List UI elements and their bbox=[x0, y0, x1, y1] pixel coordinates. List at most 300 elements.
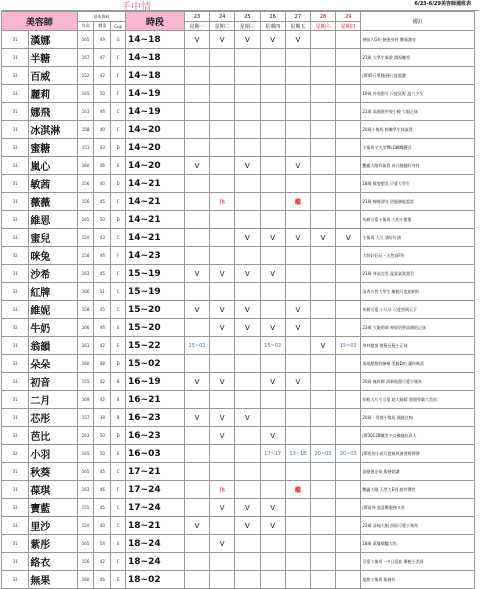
row-cup: C bbox=[111, 229, 126, 247]
column-header-note: 備註 bbox=[361, 12, 475, 31]
row-day-cell bbox=[210, 175, 235, 193]
row-day-cell bbox=[310, 463, 335, 481]
row-day-cell bbox=[210, 121, 235, 139]
row-day-cell: V bbox=[235, 517, 260, 535]
row-note: 大奶好好玩・天然真F奶 bbox=[361, 247, 475, 265]
row-slot: 14~21 bbox=[126, 211, 185, 229]
row-day-cell bbox=[184, 355, 209, 373]
row-day-cell bbox=[285, 247, 310, 265]
row-day-cell: 13~18 bbox=[285, 445, 310, 463]
row-cup: D bbox=[111, 139, 126, 157]
row-height: 158 bbox=[77, 301, 94, 319]
table-row bbox=[2, 427, 475, 445]
row-weight: 46 bbox=[94, 571, 111, 589]
row-note: J罩級的小殺尺度極致會要喔傳傳 bbox=[361, 445, 475, 463]
row-day-cell bbox=[260, 409, 285, 427]
row-day-cell: V bbox=[260, 319, 285, 337]
row-number: 32 bbox=[2, 319, 29, 337]
row-day-cell bbox=[310, 283, 335, 301]
row-note: 清純甜甜的臉頰 美腿D奶 讓你喚喜 bbox=[361, 355, 475, 373]
row-note: 可愛小隻馬・中日混血 療癒小美眉 bbox=[361, 553, 475, 571]
row-day-cell bbox=[184, 571, 209, 589]
row-day-cell: V bbox=[210, 301, 235, 319]
row-day-cell bbox=[235, 445, 260, 463]
row-slot: 14~18 bbox=[126, 67, 185, 85]
row-day-cell bbox=[285, 49, 310, 67]
row-day-cell bbox=[336, 499, 361, 517]
row-day-cell bbox=[336, 85, 361, 103]
row-day-cell: V bbox=[310, 337, 335, 355]
row-height: 151 bbox=[77, 139, 94, 157]
row-slot: 18~24 bbox=[126, 535, 185, 553]
row-slot: 14~21 bbox=[126, 229, 185, 247]
row-day-cell bbox=[336, 481, 361, 499]
table-row bbox=[2, 175, 475, 193]
row-day-cell bbox=[235, 373, 260, 391]
row-day-cell: V bbox=[336, 229, 361, 247]
row-day-cell bbox=[235, 193, 260, 211]
row-slot: 16~21 bbox=[126, 391, 185, 409]
table-row bbox=[2, 139, 475, 157]
row-day-cell: V bbox=[210, 319, 235, 337]
row-weight: 42 bbox=[94, 337, 111, 355]
row-slot: 14~20 bbox=[126, 139, 185, 157]
row-slot: 18~24 bbox=[126, 553, 185, 571]
row-name: 沙希 bbox=[29, 265, 77, 283]
row-cup: D bbox=[111, 427, 126, 445]
table-row bbox=[2, 211, 475, 229]
row-name: 百威 bbox=[29, 67, 77, 85]
row-day-cell bbox=[285, 409, 310, 427]
period-title: 6/23-6/29美容師週班表 bbox=[414, 1, 471, 7]
row-name: 紅牌 bbox=[29, 283, 77, 301]
row-slot: 14~19 bbox=[126, 103, 185, 121]
row-day-cell: 15~02 bbox=[336, 337, 361, 355]
row-day-cell: V bbox=[210, 535, 235, 553]
row-number: 31 bbox=[2, 337, 29, 355]
row-height: 157 bbox=[77, 409, 94, 427]
row-day-cell bbox=[310, 535, 335, 553]
row-name: 芯彤 bbox=[29, 409, 77, 427]
row-weight: 40 bbox=[94, 175, 111, 193]
row-day-cell bbox=[310, 49, 335, 67]
row-day-cell bbox=[260, 301, 285, 319]
row-day-cell bbox=[336, 535, 361, 553]
row-slot: 15~02 bbox=[126, 355, 185, 373]
row-note: 18歲 萬雙嬌豔大奶 bbox=[361, 535, 475, 553]
row-number: 31 bbox=[2, 229, 29, 247]
row-number: 31 bbox=[2, 103, 29, 121]
row-day-cell bbox=[210, 355, 235, 373]
row-note: 神級大G奶 臉蛋身材 數量激亮 bbox=[361, 31, 475, 49]
row-day-cell bbox=[310, 247, 335, 265]
row-cup: C bbox=[111, 265, 126, 283]
table-row bbox=[2, 283, 475, 301]
row-day-cell bbox=[310, 121, 335, 139]
row-day-cell bbox=[260, 391, 285, 409]
row-cup: C bbox=[111, 49, 126, 67]
row-day-cell bbox=[184, 211, 209, 229]
row-name: 紫彤 bbox=[29, 535, 77, 553]
row-day-cell: V bbox=[235, 157, 260, 175]
row-day-cell bbox=[336, 31, 361, 49]
row-day-cell bbox=[336, 121, 361, 139]
row-day-cell bbox=[235, 67, 260, 85]
row-name: 小羽 bbox=[29, 445, 77, 463]
row-day-cell bbox=[184, 139, 209, 157]
row-slot: 14~21 bbox=[126, 193, 185, 211]
row-day-cell bbox=[260, 553, 285, 571]
row-day-cell bbox=[336, 571, 361, 589]
row-weight: 46 bbox=[94, 247, 111, 265]
row-day-cell: V bbox=[285, 31, 310, 49]
row-height: 156 bbox=[77, 175, 94, 193]
row-day-cell bbox=[285, 211, 310, 229]
row-day-cell: V bbox=[285, 319, 310, 337]
row-day-cell bbox=[285, 553, 310, 571]
row-day-cell bbox=[336, 373, 361, 391]
table-row bbox=[2, 535, 475, 553]
row-weight: 50 bbox=[94, 85, 111, 103]
row-cup: E bbox=[111, 571, 126, 589]
row-day-cell bbox=[260, 283, 285, 301]
column-header-date: 25 bbox=[235, 12, 260, 22]
row-height: 166 bbox=[77, 283, 94, 301]
row-day-cell bbox=[210, 139, 235, 157]
row-height: 152 bbox=[77, 67, 94, 85]
row-name: 朵朵 bbox=[29, 355, 77, 373]
row-day-cell: V bbox=[235, 319, 260, 337]
row-cup: F bbox=[111, 247, 126, 265]
column-header-weekday: 星期六 bbox=[310, 22, 335, 31]
row-number: 31 bbox=[2, 391, 29, 409]
header-row-dates bbox=[2, 12, 475, 22]
row-height: 165 bbox=[77, 211, 94, 229]
row-day-cell bbox=[235, 481, 260, 499]
row-slot: 14~21 bbox=[126, 175, 185, 193]
row-day-cell bbox=[260, 49, 285, 67]
row-day-cell: V bbox=[184, 301, 209, 319]
row-note: 19歲 外表甜可 尺度狂野 溫穴少女 bbox=[361, 85, 475, 103]
row-day-cell bbox=[184, 67, 209, 85]
row-day-cell bbox=[210, 103, 235, 121]
row-cup: E bbox=[111, 319, 126, 337]
row-day-cell bbox=[285, 571, 310, 589]
row-height: 167 bbox=[77, 49, 94, 67]
column-header-weekday: 星期二 bbox=[210, 22, 235, 31]
row-day-cell bbox=[260, 85, 285, 103]
row-day-cell bbox=[260, 355, 285, 373]
row-day-cell: V bbox=[210, 31, 235, 49]
row-day-cell bbox=[285, 283, 310, 301]
row-height: 158 bbox=[77, 121, 94, 139]
row-day-cell bbox=[184, 283, 209, 301]
title-bar bbox=[1, 0, 479, 11]
row-weight: 51 bbox=[94, 283, 111, 301]
row-name: 敏茜 bbox=[29, 175, 77, 193]
row-day-cell bbox=[235, 463, 260, 481]
row-day-cell: 休 bbox=[210, 481, 235, 499]
row-day-cell bbox=[310, 319, 335, 337]
row-day-cell bbox=[184, 193, 209, 211]
row-day-cell bbox=[210, 229, 235, 247]
row-slot: 14~23 bbox=[126, 247, 185, 265]
row-slot: 14~20 bbox=[126, 121, 185, 139]
row-day-cell bbox=[210, 67, 235, 85]
row-day-cell bbox=[235, 247, 260, 265]
table-row bbox=[2, 49, 475, 67]
row-cup: D bbox=[111, 355, 126, 373]
row-day-cell bbox=[310, 481, 335, 499]
row-day-cell: V bbox=[260, 265, 285, 283]
column-header-basic: 基本資料 bbox=[77, 12, 125, 22]
row-day-cell bbox=[235, 355, 260, 373]
row-cup: E bbox=[111, 337, 126, 355]
row-day-cell bbox=[336, 265, 361, 283]
row-number: 31 bbox=[2, 283, 29, 301]
row-day-cell bbox=[260, 247, 285, 265]
row-note: 21歲 高顏值外貌小模 大眼正妹 bbox=[361, 103, 475, 121]
row-day-cell bbox=[184, 49, 209, 67]
row-name: 漢娜 bbox=[29, 31, 77, 49]
column-header-weekday: 星期三 bbox=[235, 22, 260, 31]
row-note: 小隻馬 大尺 誘好好誘 bbox=[361, 229, 475, 247]
row-height: 165 bbox=[77, 445, 94, 463]
table-row bbox=[2, 319, 475, 337]
row-weight: 42 bbox=[94, 553, 111, 571]
row-day-cell bbox=[336, 319, 361, 337]
row-day-cell: V bbox=[260, 229, 285, 247]
row-day-cell bbox=[260, 157, 285, 175]
row-cup: F bbox=[111, 67, 126, 85]
row-note: 艷麗大眼有氣質 前凸後翹好身材 bbox=[361, 157, 475, 175]
row-slot: 18~02 bbox=[126, 571, 185, 589]
column-header-weekday: 星期一 bbox=[184, 22, 209, 31]
row-day-cell bbox=[235, 139, 260, 157]
row-name: 冰淇淋 bbox=[29, 121, 77, 139]
row-day-cell bbox=[336, 247, 361, 265]
row-number: 31 bbox=[2, 409, 29, 427]
row-slot: 15~20 bbox=[126, 319, 185, 337]
row-day-cell bbox=[310, 499, 335, 517]
row-note: 20歲小隻馬 粉嫩學生妹氣質 bbox=[361, 121, 475, 139]
row-day-cell bbox=[235, 121, 260, 139]
row-number: 31 bbox=[2, 121, 29, 139]
row-day-cell: 17~17 bbox=[260, 445, 285, 463]
row-weight: 45 bbox=[94, 499, 111, 517]
column-header-date: 23 bbox=[184, 12, 209, 22]
row-day-cell bbox=[336, 175, 361, 193]
row-day-cell bbox=[235, 427, 260, 445]
row-number: 31 bbox=[2, 373, 29, 391]
row-day-cell bbox=[184, 535, 209, 553]
row-day-cell bbox=[285, 463, 310, 481]
row-note: 21歲 線條漂亮 奶服務能說話 bbox=[361, 193, 475, 211]
column-header-height: 身高 bbox=[77, 22, 94, 31]
row-cup: C bbox=[111, 121, 126, 139]
column-header-cup: Cup bbox=[111, 22, 126, 31]
row-slot: 16~23 bbox=[126, 427, 185, 445]
row-note: 超甜小隻馬 服務好 bbox=[361, 571, 475, 589]
row-name: 秋葵 bbox=[29, 463, 77, 481]
row-day-cell bbox=[310, 67, 335, 85]
row-number: 31 bbox=[2, 517, 29, 535]
row-note: 22歲 清純大眼 頂級可愛小隻馬 bbox=[361, 517, 475, 535]
row-day-cell bbox=[184, 85, 209, 103]
row-weight: 45 bbox=[94, 463, 111, 481]
row-number: 31 bbox=[2, 463, 29, 481]
row-day-cell bbox=[310, 571, 335, 589]
row-name: 蜜糖 bbox=[29, 139, 77, 157]
row-name: 芭比 bbox=[29, 427, 77, 445]
column-header-name: 美容師 bbox=[2, 12, 78, 31]
row-number: 31 bbox=[2, 481, 29, 499]
row-height: 165 bbox=[77, 85, 94, 103]
row-cup: B bbox=[111, 409, 126, 427]
row-day-cell bbox=[184, 463, 209, 481]
row-height: 165 bbox=[77, 31, 94, 49]
row-name: 絡衣 bbox=[29, 553, 77, 571]
row-number: 31 bbox=[2, 175, 29, 193]
row-day-cell bbox=[184, 229, 209, 247]
row-note: 艷麗大眼 天然大E奶 超有彈性 bbox=[361, 481, 475, 499]
row-name: 葆琪 bbox=[29, 481, 77, 499]
row-height: 161 bbox=[77, 337, 94, 355]
row-day-cell bbox=[260, 103, 285, 121]
row-day-cell: V bbox=[184, 517, 209, 535]
row-name: 初音 bbox=[29, 373, 77, 391]
row-day-cell bbox=[210, 571, 235, 589]
row-day-cell: V bbox=[235, 499, 260, 517]
row-cup: C bbox=[111, 103, 126, 121]
row-weight: 45 bbox=[94, 301, 111, 319]
column-header-weight: 體重 bbox=[94, 22, 111, 31]
weekly-schedule-table bbox=[1, 11, 475, 589]
row-slot: 15~20 bbox=[126, 301, 185, 319]
column-header-date: 28 bbox=[310, 12, 335, 22]
row-slot: 16~19 bbox=[126, 373, 185, 391]
row-note: 身材超頂 捲髮長髮小正妹 bbox=[361, 337, 475, 355]
row-weight: 46 bbox=[94, 319, 111, 337]
row-day-cell bbox=[184, 445, 209, 463]
row-day-cell bbox=[210, 445, 235, 463]
column-header-weekday: 星期日 bbox=[336, 22, 361, 31]
row-number: 31 bbox=[2, 265, 29, 283]
row-day-cell: 15~02 bbox=[184, 337, 209, 355]
row-day-cell: V bbox=[235, 229, 260, 247]
row-weight: 50 bbox=[94, 427, 111, 445]
row-day-cell bbox=[184, 247, 209, 265]
table-row bbox=[2, 409, 475, 427]
row-slot: 14~18 bbox=[126, 49, 185, 67]
row-day-cell bbox=[310, 175, 335, 193]
row-day-cell: V bbox=[260, 499, 285, 517]
row-height: 158 bbox=[77, 247, 94, 265]
row-day-cell: V bbox=[210, 373, 235, 391]
table-row bbox=[2, 355, 475, 373]
row-name: 麗莉 bbox=[29, 85, 77, 103]
row-number: 31 bbox=[2, 139, 29, 157]
row-day-cell bbox=[310, 301, 335, 319]
row-day-cell bbox=[285, 499, 310, 517]
row-weight: 46 bbox=[94, 103, 111, 121]
row-day-cell: V bbox=[184, 373, 209, 391]
row-day-cell: V bbox=[260, 427, 285, 445]
row-cup: E bbox=[111, 535, 126, 553]
row-day-cell: V bbox=[184, 409, 209, 427]
row-note: 清秀白皙大學生 嫩腿尺度超刺好 bbox=[361, 283, 475, 301]
table-row bbox=[2, 67, 475, 85]
row-slot: 16~23 bbox=[126, 409, 185, 427]
row-day-cell bbox=[310, 157, 335, 175]
row-day-cell bbox=[285, 517, 310, 535]
row-day-cell: V bbox=[210, 499, 235, 517]
row-note: 23歲 大學生畢業 溝視聽秀 bbox=[361, 49, 475, 67]
row-note: 年齡可愛小隻馬 大奶小甜甜 bbox=[361, 211, 475, 229]
table-row bbox=[2, 31, 475, 49]
row-name: 里沙 bbox=[29, 517, 77, 535]
row-day-cell bbox=[235, 211, 260, 229]
row-day-cell: V bbox=[285, 229, 310, 247]
row-day-cell bbox=[336, 391, 361, 409]
row-height: 163 bbox=[77, 265, 94, 283]
column-header-weekday: 星期四 bbox=[260, 22, 285, 31]
row-slot: 16~03 bbox=[126, 445, 185, 463]
row-day-cell bbox=[310, 355, 335, 373]
row-day-cell: V bbox=[184, 157, 209, 175]
row-day-cell bbox=[210, 283, 235, 301]
column-header-date: 24 bbox=[210, 12, 235, 22]
row-day-cell bbox=[210, 553, 235, 571]
row-note: 高顏值正妹 服務超讚 bbox=[361, 463, 475, 481]
row-day-cell: 20~03 bbox=[310, 445, 335, 463]
row-slot: 14~18 bbox=[126, 31, 185, 49]
row-day-cell: V bbox=[235, 409, 260, 427]
row-day-cell bbox=[235, 283, 260, 301]
row-day-cell bbox=[336, 211, 361, 229]
row-day-cell: V bbox=[285, 157, 310, 175]
row-day-cell bbox=[336, 409, 361, 427]
row-cup: C bbox=[111, 499, 126, 517]
row-slot: 15~19 bbox=[126, 265, 185, 283]
row-day-cell bbox=[184, 103, 209, 121]
row-weight: 45 bbox=[94, 265, 111, 283]
row-day-cell bbox=[210, 391, 235, 409]
table-row bbox=[2, 265, 475, 283]
row-day-cell bbox=[260, 175, 285, 193]
row-day-cell: 20~03 bbox=[336, 445, 361, 463]
row-day-cell bbox=[310, 553, 335, 571]
row-cup: C bbox=[111, 283, 126, 301]
row-number: 32 bbox=[2, 445, 29, 463]
row-note: 小隻馬又大美臀LG蝴蝶寶貝 bbox=[361, 139, 475, 157]
row-height: 163 bbox=[77, 481, 94, 499]
row-slot: 14~20 bbox=[126, 157, 185, 175]
row-name: 翁韻 bbox=[29, 337, 77, 355]
row-height: 160 bbox=[77, 157, 94, 175]
row-weight: 54 bbox=[94, 535, 111, 553]
row-day-cell bbox=[210, 211, 235, 229]
row-number: 32 bbox=[2, 247, 29, 265]
row-day-cell: V bbox=[210, 427, 235, 445]
row-day-cell bbox=[235, 391, 260, 409]
row-day-cell: 檔 bbox=[285, 193, 310, 211]
row-day-cell bbox=[310, 391, 335, 409]
row-day-cell bbox=[310, 193, 335, 211]
row-day-cell: V bbox=[310, 229, 335, 247]
row-weight: 43 bbox=[94, 229, 111, 247]
brand-title: 手中情 bbox=[121, 2, 151, 13]
